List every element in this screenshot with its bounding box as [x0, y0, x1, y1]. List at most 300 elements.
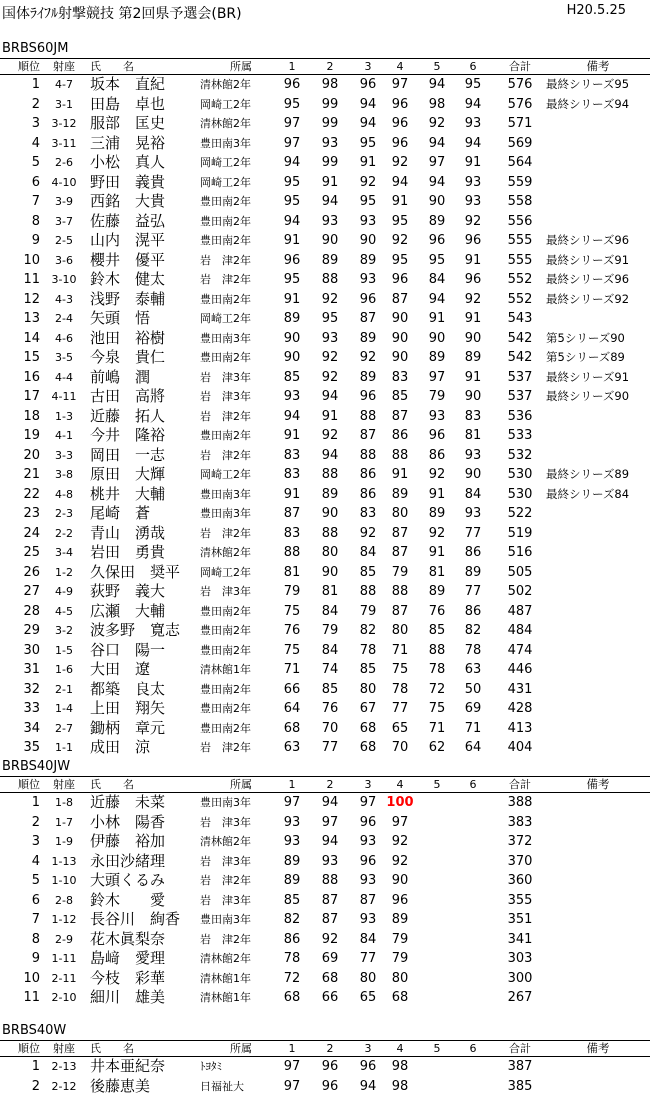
- cell-total: 355: [500, 891, 540, 911]
- cell-s1: 94: [277, 153, 307, 173]
- cell-s2: 94: [315, 446, 345, 466]
- cell-team: 豊田南3年: [200, 134, 282, 154]
- cell-s6: 90: [458, 387, 488, 407]
- cell-s1: 93: [277, 832, 307, 852]
- column-header-lane: 射座: [44, 777, 84, 792]
- cell-s2: 87: [315, 910, 345, 930]
- cell-lane: 1-13: [44, 852, 84, 872]
- cell-lane: 1-2: [44, 563, 84, 583]
- cell-rank: 27: [0, 582, 40, 602]
- cell-rank: 10: [0, 969, 40, 989]
- cell-lane: 1-7: [44, 813, 84, 833]
- cell-s2: 88: [315, 270, 345, 290]
- cell-name: 池田 裕樹: [90, 329, 200, 349]
- cell-s4: 78: [384, 680, 416, 700]
- cell-lane: 2-1: [44, 680, 84, 700]
- column-header-s4: 4: [384, 1041, 416, 1056]
- cell-s6: 91: [458, 153, 488, 173]
- cell-s5: 84: [422, 270, 452, 290]
- cell-s5: 88: [422, 641, 452, 661]
- cell-name: 浅野 泰輔: [90, 290, 200, 310]
- cell-name: 久保田 奨平: [90, 563, 200, 583]
- table-row: [0, 251, 650, 271]
- cell-total: 559: [500, 173, 540, 193]
- cell-team: 豊田南2年: [200, 231, 282, 251]
- cell-s3: 87: [353, 426, 383, 446]
- cell-s1: 82: [277, 910, 307, 930]
- cell-total: 413: [500, 719, 540, 739]
- cell-name: 坂本 直紀: [90, 75, 200, 95]
- cell-team: 岩 津3年: [200, 891, 282, 911]
- cell-s5: 96: [422, 231, 452, 251]
- cell-s3: 96: [353, 852, 383, 872]
- cell-team: 岩 津2年: [200, 446, 282, 466]
- cell-name: 青山 湧哉: [90, 524, 200, 544]
- cell-s1: 90: [277, 348, 307, 368]
- cell-s2: 92: [315, 930, 345, 950]
- cell-s1: 75: [277, 641, 307, 661]
- cell-s3: 68: [353, 738, 383, 758]
- cell-s1: 94: [277, 212, 307, 232]
- cell-s4: 91: [384, 465, 416, 485]
- column-header-note: 備考: [546, 59, 650, 74]
- column-header-s6: 6: [458, 777, 488, 792]
- cell-s2: 89: [315, 251, 345, 271]
- cell-lane: 3-8: [44, 465, 84, 485]
- column-header-s1: 1: [277, 1041, 307, 1056]
- cell-note: 最終シリーズ96: [546, 270, 650, 290]
- cell-note: 最終シリーズ91: [546, 368, 650, 388]
- column-header-note: 備考: [546, 777, 650, 792]
- cell-s5: 97: [422, 153, 452, 173]
- cell-lane: 3-1: [44, 95, 84, 115]
- cell-name: 大田 遼: [90, 660, 200, 680]
- cell-name: 細川 雄美: [90, 988, 200, 1008]
- cell-s6: 90: [458, 329, 488, 349]
- cell-s2: 87: [315, 891, 345, 911]
- cell-name: 三浦 晃裕: [90, 134, 200, 154]
- cell-name: 服部 匡史: [90, 114, 200, 134]
- cell-s6: 94: [458, 95, 488, 115]
- cell-s6: 71: [458, 719, 488, 739]
- cell-s3: 96: [353, 1057, 383, 1077]
- column-header-name: 氏 名: [90, 777, 200, 792]
- cell-s5: 89: [422, 504, 452, 524]
- column-header-s5: 5: [422, 59, 452, 74]
- cell-s4: 100: [384, 793, 416, 813]
- cell-rank: 1: [0, 793, 40, 813]
- cell-s4: 96: [384, 891, 416, 911]
- table-row: [0, 270, 650, 290]
- cell-s4: 70: [384, 738, 416, 758]
- cell-total: 552: [500, 290, 540, 310]
- cell-team: 豊田南2年: [200, 602, 282, 622]
- cell-note: 最終シリーズ89: [546, 465, 650, 485]
- table-row: [0, 930, 650, 950]
- cell-lane: 3-9: [44, 192, 84, 212]
- column-header-team: 所属: [200, 1041, 282, 1056]
- event-date: H20.5.25: [567, 3, 626, 18]
- cell-team: 岡崎工2年: [200, 563, 282, 583]
- cell-name: 近藤 未菜: [90, 793, 200, 813]
- cell-lane: 3-11: [44, 134, 84, 154]
- cell-rank: 17: [0, 387, 40, 407]
- cell-name: 原田 大輝: [90, 465, 200, 485]
- cell-name: 田島 卓也: [90, 95, 200, 115]
- cell-team: 岡崎工2年: [200, 95, 282, 115]
- cell-s6: 93: [458, 504, 488, 524]
- cell-rank: 2: [0, 1077, 40, 1096]
- cell-name: 尾崎 蒼: [90, 504, 200, 524]
- cell-s6: 77: [458, 582, 488, 602]
- cell-s1: 93: [277, 387, 307, 407]
- cell-total: 267: [500, 988, 540, 1008]
- table-row: [0, 368, 650, 388]
- cell-s3: 92: [353, 173, 383, 193]
- cell-rank: 6: [0, 173, 40, 193]
- cell-s5: 90: [422, 192, 452, 212]
- column-header-s5: 5: [422, 1041, 452, 1056]
- table-row: [0, 329, 650, 349]
- cell-name: 岩田 勇貴: [90, 543, 200, 563]
- cell-s6: 92: [458, 290, 488, 310]
- table-row: [0, 949, 650, 969]
- cell-s1: 89: [277, 309, 307, 329]
- cell-s4: 85: [384, 387, 416, 407]
- cell-s3: 87: [353, 891, 383, 911]
- cell-name: 波多野 寛志: [90, 621, 200, 641]
- cell-rank: 13: [0, 309, 40, 329]
- cell-name: 永田沙緒理: [90, 852, 200, 872]
- table-row: [0, 891, 650, 911]
- cell-s5: 95: [422, 251, 452, 271]
- cell-note: 最終シリーズ96: [546, 231, 650, 251]
- cell-name: 今枝 彩華: [90, 969, 200, 989]
- cell-s1: 89: [277, 871, 307, 891]
- cell-s3: 95: [353, 192, 383, 212]
- cell-s4: 95: [384, 251, 416, 271]
- cell-name: 伊藤 裕加: [90, 832, 200, 852]
- cell-s2: 66: [315, 988, 345, 1008]
- cell-lane: 4-4: [44, 368, 84, 388]
- cell-rank: 10: [0, 251, 40, 271]
- column-header-rank: 順位: [0, 777, 40, 792]
- cell-lane: 2-6: [44, 153, 84, 173]
- cell-s6: 92: [458, 212, 488, 232]
- cell-lane: 4-9: [44, 582, 84, 602]
- column-header-s1: 1: [277, 59, 307, 74]
- cell-s3: 68: [353, 719, 383, 739]
- cell-name: 広瀬 大輔: [90, 602, 200, 622]
- cell-team: 岩 津3年: [200, 387, 282, 407]
- cell-s4: 80: [384, 969, 416, 989]
- cell-team: 清林館2年: [200, 75, 282, 95]
- cell-s4: 79: [384, 949, 416, 969]
- cell-rank: 6: [0, 891, 40, 911]
- cell-lane: 1-10: [44, 871, 84, 891]
- cell-rank: 23: [0, 504, 40, 524]
- table-row: [0, 173, 650, 193]
- cell-s1: 81: [277, 563, 307, 583]
- cell-s4: 79: [384, 930, 416, 950]
- cell-lane: 3-4: [44, 543, 84, 563]
- cell-s2: 79: [315, 621, 345, 641]
- table-row: [0, 524, 650, 544]
- cell-s1: 83: [277, 446, 307, 466]
- cell-lane: 2-12: [44, 1077, 84, 1096]
- cell-s5: 72: [422, 680, 452, 700]
- cell-s2: 70: [315, 719, 345, 739]
- column-header-s2: 2: [315, 59, 345, 74]
- cell-s3: 93: [353, 832, 383, 852]
- cell-team: 清林館1年: [200, 969, 282, 989]
- cell-s4: 92: [384, 231, 416, 251]
- cell-s2: 90: [315, 231, 345, 251]
- cell-s5: 79: [422, 387, 452, 407]
- cell-s3: 89: [353, 329, 383, 349]
- cell-lane: 1-11: [44, 949, 84, 969]
- cell-s4: 87: [384, 290, 416, 310]
- cell-s4: 79: [384, 563, 416, 583]
- cell-total: 388: [500, 793, 540, 813]
- cell-team: 豊田南3年: [200, 329, 282, 349]
- cell-name: 花木眞梨奈: [90, 930, 200, 950]
- cell-s6: 64: [458, 738, 488, 758]
- cell-lane: 3-2: [44, 621, 84, 641]
- cell-s1: 91: [277, 426, 307, 446]
- cell-team: 清林館2年: [200, 832, 282, 852]
- cell-rank: 8: [0, 212, 40, 232]
- cell-note: 最終シリーズ95: [546, 75, 650, 95]
- cell-s3: 80: [353, 969, 383, 989]
- cell-s1: 97: [277, 114, 307, 134]
- cell-total: 446: [500, 660, 540, 680]
- cell-s3: 85: [353, 660, 383, 680]
- cell-s2: 96: [315, 1077, 345, 1096]
- cell-s4: 80: [384, 504, 416, 524]
- cell-total: 569: [500, 134, 540, 154]
- cell-s5: 89: [422, 582, 452, 602]
- cell-s3: 94: [353, 95, 383, 115]
- cell-s2: 99: [315, 95, 345, 115]
- cell-s3: 93: [353, 871, 383, 891]
- cell-s6: 93: [458, 173, 488, 193]
- cell-lane: 1-9: [44, 832, 84, 852]
- cell-name: 荻野 義大: [90, 582, 200, 602]
- section-brbs40jw: [0, 758, 650, 1008]
- table-row: [0, 485, 650, 505]
- cell-s2: 98: [315, 75, 345, 95]
- cell-name: 野田 義貴: [90, 173, 200, 193]
- cell-total: 536: [500, 407, 540, 427]
- cell-s3: 85: [353, 563, 383, 583]
- cell-total: 383: [500, 813, 540, 833]
- cell-lane: 2-9: [44, 930, 84, 950]
- cell-total: 474: [500, 641, 540, 661]
- cell-s1: 78: [277, 949, 307, 969]
- cell-s1: 83: [277, 465, 307, 485]
- table-row: [0, 75, 650, 95]
- cell-team: 豊田南3年: [200, 793, 282, 813]
- cell-s6: 93: [458, 114, 488, 134]
- cell-rank: 22: [0, 485, 40, 505]
- cell-s2: 93: [315, 212, 345, 232]
- cell-total: 537: [500, 368, 540, 388]
- cell-s2: 89: [315, 485, 345, 505]
- column-header-lane: 射座: [44, 59, 84, 74]
- cell-s2: 93: [315, 852, 345, 872]
- cell-s5: 86: [422, 446, 452, 466]
- cell-s4: 65: [384, 719, 416, 739]
- cell-name: 矢頭 悟: [90, 309, 200, 329]
- cell-total: 530: [500, 485, 540, 505]
- table-row: [0, 153, 650, 173]
- cell-lane: 2-5: [44, 231, 84, 251]
- table-row: [0, 309, 650, 329]
- cell-s4: 90: [384, 348, 416, 368]
- cell-rank: 18: [0, 407, 40, 427]
- cell-s1: 95: [277, 192, 307, 212]
- cell-team: 岩 津2年: [200, 871, 282, 891]
- cell-name: 櫻井 優平: [90, 251, 200, 271]
- table-row: [0, 852, 650, 872]
- cell-s2: 97: [315, 813, 345, 833]
- cell-lane: 4-3: [44, 290, 84, 310]
- cell-s5: 94: [422, 173, 452, 193]
- cell-total: 385: [500, 1077, 540, 1096]
- cell-team: 豊田南2年: [200, 719, 282, 739]
- cell-name: 小松 真人: [90, 153, 200, 173]
- table-row: [0, 680, 650, 700]
- table-row: [0, 871, 650, 891]
- cell-s6: 91: [458, 251, 488, 271]
- cell-s4: 98: [384, 1077, 416, 1096]
- cell-lane: 2-2: [44, 524, 84, 544]
- cell-rank: 34: [0, 719, 40, 739]
- cell-name: 西銘 大貴: [90, 192, 200, 212]
- cell-s1: 75: [277, 602, 307, 622]
- cell-s4: 71: [384, 641, 416, 661]
- table-header: [0, 1041, 650, 1057]
- cell-total: 564: [500, 153, 540, 173]
- cell-s6: 89: [458, 563, 488, 583]
- cell-rank: 26: [0, 563, 40, 583]
- cell-team: 清林館2年: [200, 949, 282, 969]
- cell-s2: 93: [315, 134, 345, 154]
- cell-s4: 96: [384, 114, 416, 134]
- cell-name: 近藤 拓人: [90, 407, 200, 427]
- cell-s5: 94: [422, 75, 452, 95]
- table-row: [0, 192, 650, 212]
- table-row: [0, 212, 650, 232]
- cell-s1: 71: [277, 660, 307, 680]
- cell-s1: 64: [277, 699, 307, 719]
- table-row: [0, 465, 650, 485]
- cell-name: 井本亜紀奈: [90, 1057, 200, 1077]
- table-row: [0, 660, 650, 680]
- page-title: 国体ﾗｲﾌﾙ射撃競技 第2回県予選会(BR): [2, 3, 242, 23]
- cell-lane: 1-12: [44, 910, 84, 930]
- cell-s6: 82: [458, 621, 488, 641]
- cell-s1: 76: [277, 621, 307, 641]
- column-header-s6: 6: [458, 59, 488, 74]
- cell-lane: 4-8: [44, 485, 84, 505]
- cell-s6: 91: [458, 309, 488, 329]
- cell-s1: 90: [277, 329, 307, 349]
- cell-s3: 89: [353, 251, 383, 271]
- cell-rank: 5: [0, 153, 40, 173]
- cell-total: 360: [500, 871, 540, 891]
- column-header-lane: 射座: [44, 1041, 84, 1056]
- cell-name: 今泉 貴仁: [90, 348, 200, 368]
- cell-lane: 4-11: [44, 387, 84, 407]
- cell-s4: 90: [384, 329, 416, 349]
- cell-rank: 2: [0, 813, 40, 833]
- cell-s3: 96: [353, 813, 383, 833]
- cell-total: 484: [500, 621, 540, 641]
- cell-name: 長谷川 絢香: [90, 910, 200, 930]
- cell-s1: 85: [277, 368, 307, 388]
- column-header-note: 備考: [546, 1041, 650, 1056]
- cell-s6: 77: [458, 524, 488, 544]
- cell-s3: 96: [353, 387, 383, 407]
- cell-lane: 1-3: [44, 407, 84, 427]
- table-row: [0, 641, 650, 661]
- cell-team: 岡崎工2年: [200, 465, 282, 485]
- cell-s4: 89: [384, 910, 416, 930]
- cell-s2: 69: [315, 949, 345, 969]
- cell-lane: 2-13: [44, 1057, 84, 1077]
- cell-lane: 2-11: [44, 969, 84, 989]
- cell-lane: 1-4: [44, 699, 84, 719]
- cell-s1: 96: [277, 75, 307, 95]
- cell-name: 成田 涼: [90, 738, 200, 758]
- cell-rank: 7: [0, 910, 40, 930]
- table-row: [0, 793, 650, 813]
- cell-s6: 94: [458, 134, 488, 154]
- cell-s2: 85: [315, 680, 345, 700]
- cell-rank: 31: [0, 660, 40, 680]
- cell-lane: 4-6: [44, 329, 84, 349]
- cell-s3: 86: [353, 485, 383, 505]
- cell-s6: 95: [458, 75, 488, 95]
- cell-rank: 20: [0, 446, 40, 466]
- cell-lane: 1-5: [44, 641, 84, 661]
- cell-s1: 88: [277, 543, 307, 563]
- cell-s2: 92: [315, 426, 345, 446]
- cell-s4: 90: [384, 309, 416, 329]
- cell-lane: 2-7: [44, 719, 84, 739]
- cell-s3: 67: [353, 699, 383, 719]
- cell-rank: 9: [0, 949, 40, 969]
- cell-note: 最終シリーズ92: [546, 290, 650, 310]
- cell-s1: 94: [277, 407, 307, 427]
- cell-note: 最終シリーズ90: [546, 387, 650, 407]
- cell-s5: 94: [422, 134, 452, 154]
- cell-s5: 78: [422, 660, 452, 680]
- column-header-s1: 1: [277, 777, 307, 792]
- cell-s2: 84: [315, 641, 345, 661]
- cell-rank: 25: [0, 543, 40, 563]
- table-row: [0, 348, 650, 368]
- cell-s4: 87: [384, 524, 416, 544]
- table-row: [0, 738, 650, 758]
- cell-lane: 3-7: [44, 212, 84, 232]
- cell-total: 505: [500, 563, 540, 583]
- cell-s4: 87: [384, 543, 416, 563]
- cell-s6: 86: [458, 602, 488, 622]
- cell-s4: 77: [384, 699, 416, 719]
